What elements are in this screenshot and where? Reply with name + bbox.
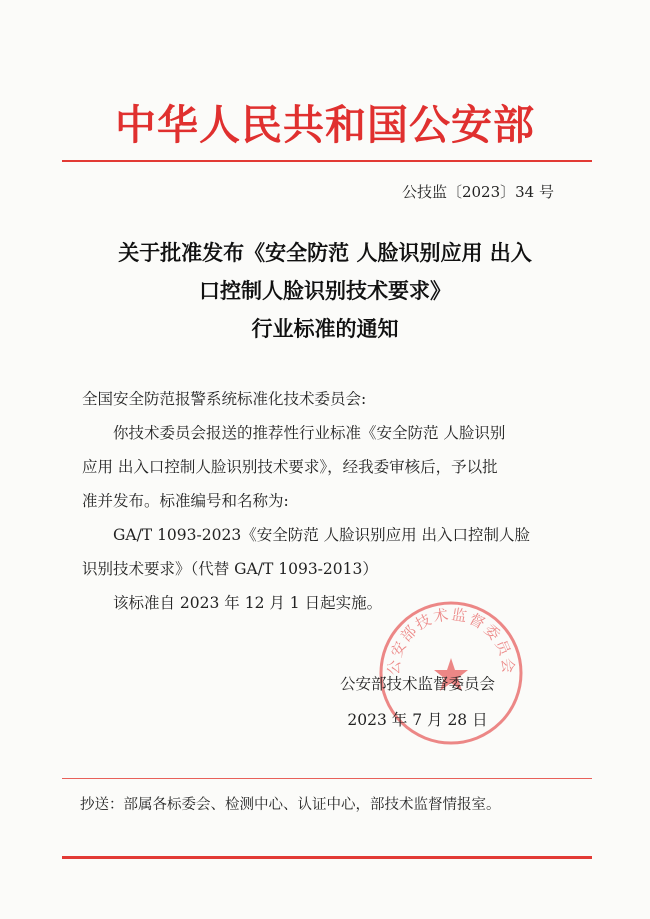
signing-date: 2023 年 7 月 28 日 [347, 711, 488, 729]
document-number: 公技监〔2023〕34 号 [401, 183, 554, 201]
agency-header-title: 中华人民共和国公安部 [115, 101, 535, 149]
signature-block [340, 666, 495, 738]
footer-top-rule [62, 778, 592, 779]
notice-title-line: 行业标准的通知 [251, 316, 399, 341]
body-line: 识别技术要求》（代替 GA/T 1093-2013） [82, 560, 378, 578]
footer-red-rule [62, 856, 592, 859]
body-line: 应用 出入口控制人脸识别技术要求》，经我委审核后，予以批 [82, 458, 498, 476]
addressee: 全国安全防范报警系统标准化技术委员会: [82, 390, 367, 408]
seal-text: 公安部技术监督委员会 [384, 605, 518, 676]
body-line: 该标准自 2023 年 12 月 1 日起实施。 [113, 594, 383, 612]
notice-title-line: 口控制人脸识别技术要求》 [199, 278, 451, 303]
body-line: GA/T 1093-2023《安全防范 人脸识别应用 出入口控制人脸 [113, 526, 531, 544]
notice-title-line: 关于批准发布《安全防范 人脸识别应用 出入 [118, 240, 532, 265]
signing-organization: 公安部技术监督委员会 [340, 675, 496, 693]
body-line: 你技术委员会报送的推荐性行业标准《安全防范 人脸识别 [113, 424, 506, 442]
notice-body [82, 382, 572, 620]
body-line: 准并发布。标准编号和名称为: [82, 492, 289, 510]
header-red-rule [62, 160, 592, 162]
cc-line: 抄送：部属各标委会、检测中心、认证中心，部技术监督情报室。 [80, 797, 501, 813]
notice-title [60, 234, 590, 348]
